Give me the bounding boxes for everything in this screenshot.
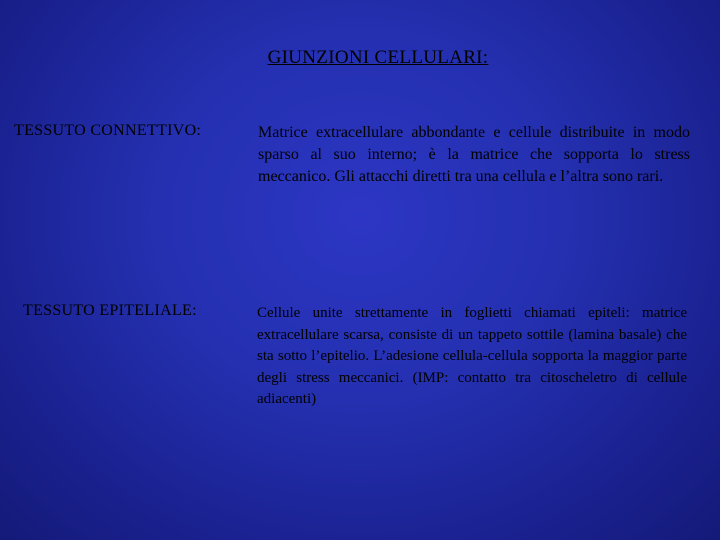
section-description-epiteliale: Cellule unite strettamente in foglietti chiamati epiteli: matrice extracellulare scarsa, consiste di un tappeto sottile (lamina basale) che sta sotto l’epitelio. L’adesione cellula-cellula sopporta la maggior parte degli stress meccanici. (IMP: contatto tra citoscheletro di cellule adiacenti) <box>257 305 687 407</box>
section-term-connettivo: TESSUTO CONNETTIVO: <box>14 122 202 139</box>
section-description-connettivo: Matrice extracellulare abbondante e cellule distribuite in modo sparso al suo interno; è la matrice che sopporta lo stress meccanico. Gli attacchi diretti tra una cellula e l’altra sono rari. <box>258 124 690 185</box>
section-term-epiteliale: TESSUTO EPITELIALE: <box>23 302 197 319</box>
slide-title: GIUNZIONI CELLULARI: <box>267 47 489 68</box>
